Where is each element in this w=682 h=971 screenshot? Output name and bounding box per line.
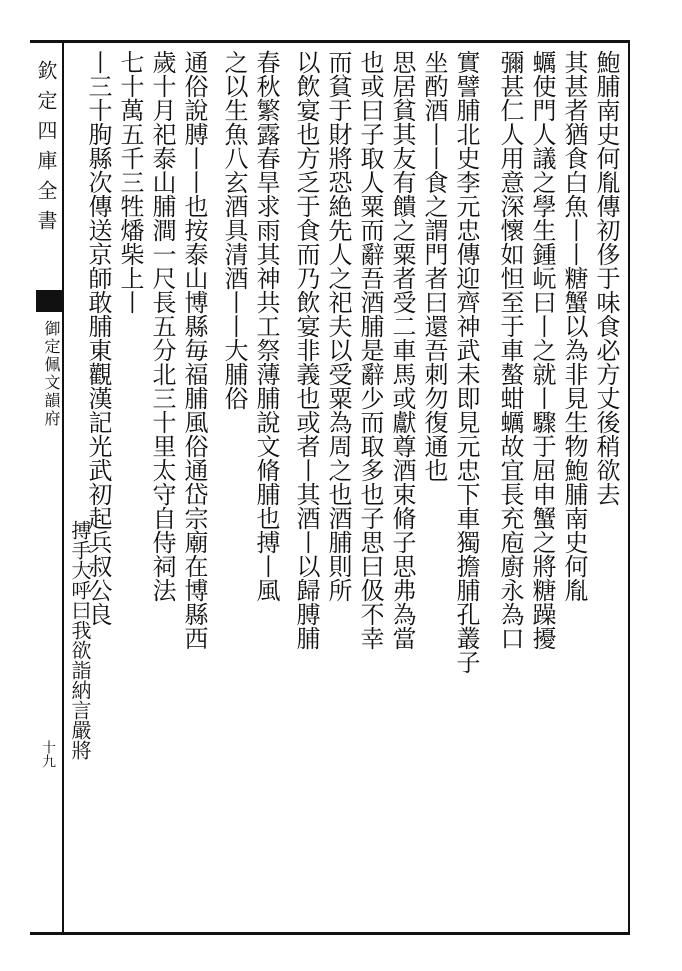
text-column-17: 搏手大呼曰我欲詣納言嚴將	[68, 520, 92, 760]
text-column-14: 歲十月祀泰山脯澗一尺長五分北三十里太守自侍祠法	[148, 50, 176, 602]
fish-tail-mark	[36, 290, 62, 312]
text-column-7: 思居貧其友有饋之粟者受二車馬或獻尊酒束脩子思弗為當	[388, 50, 416, 650]
text-column-12: 之以生魚八玄酒具清酒丨丨大脯俗	[220, 50, 248, 410]
left-border	[62, 40, 64, 935]
book-title: 欽定四庫全書	[34, 60, 58, 240]
top-border	[30, 40, 630, 43]
text-column-15: 七十萬五千三牲燔柴上丨	[116, 50, 144, 314]
text-column-9: 而貧于財將恐絶先人之祀夫以受粟為周之也酒脯則所	[324, 50, 352, 602]
bottom-border	[30, 932, 630, 935]
text-column-1: 鮑脯南史何胤傳初侈于味食必方丈後稍欲去	[592, 50, 620, 506]
page-number: 十九	[40, 740, 56, 768]
text-column-2: 其甚者猶食白魚丨丨糖蟹以為非見生物鮑脯南史何胤	[560, 50, 588, 602]
book-subtitle: 御定佩文韻府	[42, 320, 61, 428]
text-column-10: 以飲宴也方乏于食而乃飲宴非義也或者丨其酒丨以歸膊脯	[292, 50, 320, 650]
text-column-6: 坐酌酒丨丨食之謂門者曰還吾刺勿復通也	[420, 50, 448, 482]
text-column-5: 實譬脯北史李元忠傳迎齊神武未即見元忠下車獨擔脯孔叢子	[452, 50, 480, 674]
text-column-8: 也或曰子取人粟而辭吾酒脯是辭少而取多也子思曰伋不幸	[356, 50, 384, 650]
text-column-4: 彌甚仁人用意深懷如怛至于車螯蚶蠣故宜長充庖廚永為口	[496, 50, 524, 650]
text-column-16: 丨三十朐縣次傳送京師敢脯東觀漢記光武初起兵叔公良	[84, 50, 112, 626]
text-column-11: 春秋繁露春旱求雨其神共工祭薄脯說文脩脯也搏丨風	[252, 50, 280, 602]
text-column-3: 蠣使門人議之學生鍾岏曰丨之就丨驟于屈申蟹之將糖躁擾	[528, 50, 556, 650]
text-column-13: 通俗說膊丨丨也按泰山博縣毎福脯風俗通岱宗廟在博縣西	[180, 50, 208, 650]
right-border	[628, 40, 630, 935]
